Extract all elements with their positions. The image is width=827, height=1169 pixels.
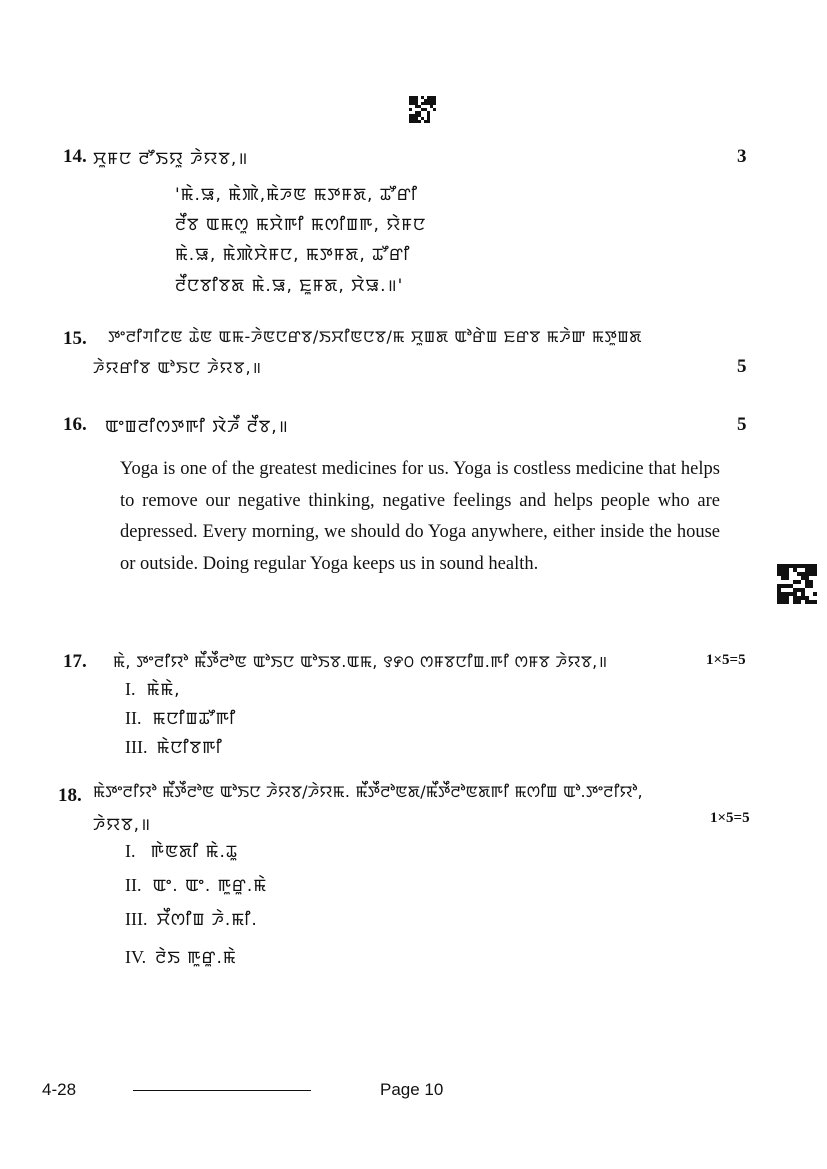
poem-line-1: 'ꯃꯥ.ꯎ, ꯃꯥꯄꯥ,ꯃꯥꯍꯟ ꯃꯇꯝꯗ, ꯊꯧꯔꯤ	[175, 185, 419, 205]
option-numeral: II.	[125, 875, 142, 895]
option-text: ꯑꯦ. ꯑꯦ. ꯒꯨꯔꯨ.ꯃꯥ	[152, 876, 268, 896]
q18-marks: 1×5=5	[710, 810, 750, 826]
q17-option	[125, 707, 236, 736]
q18-option	[125, 874, 267, 908]
q14-prompt: ꯆꯨꯝꯅ ꯂꯧꯏꯌꯨ ꯍꯥꯌꯕ,॥	[93, 149, 249, 169]
option-numeral: IV.	[125, 947, 147, 967]
q15-marks: 5	[737, 356, 747, 377]
poem-line-4: ꯂꯩꯅꯕꯤꯕꯗ ꯃꯥ.ꯎ, ꯐꯨꯝꯗ, ꯆꯥꯎ.॥'	[175, 276, 404, 296]
q18-option	[125, 908, 267, 946]
q16-prompt: ꯑꯦꯡꯂꯤꯁꯇꯒꯤ ꯋꯥꯍꯩ ꯂꯩꯕ,॥	[105, 417, 289, 437]
option-numeral: II.	[125, 708, 142, 728]
q18-number: 18.	[58, 785, 82, 806]
q15-number: 15.	[63, 328, 87, 349]
q17-option	[125, 678, 236, 707]
qr-code-side	[777, 564, 817, 604]
footer-code: 4-28	[42, 1080, 77, 1099]
q17-options	[125, 678, 236, 765]
q15-line1: ꯇꯦꯂꯤꯚꯤꯖꯟ ꯊꯥꯟ ꯑꯃ-ꯍꯥꯟꯅꯔꯕ/ꯏꯆꯤꯟꯅꯕ/ꯃ ꯆꯨꯡꯗ ꯑꯣꯔꯥꯡ ꯐꯔꯕ ꯃꯍꯥꯛ ꯃꯇꯨꯡꯗ	[108, 327, 643, 346]
q15-line2: ꯍꯥꯌꯔꯤꯕ ꯑꯣꯏꯅ ꯍꯥꯌꯕ,॥	[93, 358, 263, 377]
q18-option	[125, 840, 267, 874]
option-text: ꯂꯥꯏ ꯒꯨꯔꯨ.ꯃꯥ	[155, 948, 237, 968]
option-text: ꯃꯥꯃꯥ,	[146, 680, 181, 700]
option-text: ꯆꯩꯁꯤꯡ ꯍꯥ.ꯃꯤ.	[156, 910, 258, 930]
poem-line-3: ꯃꯥ.ꯎ, ꯃꯥꯄꯥꯆꯥꯝꯅ, ꯃꯇꯝꯗ, ꯊꯧꯔꯤ	[175, 245, 411, 265]
option-text: ꯒꯥꯟꯗꯤ ꯃꯥ.ꯊꯨ	[150, 842, 238, 862]
option-text: ꯃꯥꯅꯤꯕꯒꯤ	[156, 738, 223, 758]
q18-line1: ꯃꯥꯇꯦꯂꯤꯌꯣ ꯃꯩꯇꯩꯂꯣꯟ ꯑꯣꯏꯅ ꯍꯥꯌꯕ/ꯍꯥꯌꯃ. ꯃꯩꯇꯩꯂꯣꯟꯗ/ꯃꯩꯇꯩꯂꯣꯟꯗꯒꯤ ꯃꯁꯤꯡ ꯑꯣ.ꯇꯦꯂꯤꯌꯣ,	[93, 782, 643, 801]
q18-options	[125, 840, 267, 980]
q17-number: 17.	[63, 651, 87, 672]
q16-passage: Yoga is one of the greatest medicines for us. Yoga is costless medicine that helps to remove our negative thinking, negative feelings and helps people who are depressed. Every morning, we should do Yoga anywhere, either inside the house or outside. Doing regular Yoga keeps us in sound health.	[120, 459, 720, 574]
q17-prompt: ꯃꯥ, ꯇꯦꯂꯤꯌꯣ ꯃꯩꯇꯩꯂꯣꯟ ꯑꯣꯏꯅ ꯑꯣꯏꯕ.ꯑꯃ, ꯱꯸꯰ ꯁꯝꯕꯅꯤꯡ.ꯒꯤ ꯁꯝꯕ ꯍꯥꯌꯕ,॥	[113, 652, 608, 671]
q16-number: 16.	[63, 414, 87, 435]
option-numeral: I.	[125, 841, 136, 861]
option-numeral: III.	[125, 909, 148, 929]
q14-marks: 3	[737, 146, 747, 167]
q14-number: 14.	[63, 146, 87, 167]
q16-marks: 5	[737, 414, 747, 435]
option-text: ꯃꯅꯤꯡꯊꯧꯒꯤ	[152, 709, 237, 729]
poem-line-2: ꯂꯩꯕ ꯑꯃꯁꯨ ꯃꯆꯥꯒꯤ ꯃꯁꯤꯡꯒ, ꯌꯥꯝꯅ	[175, 215, 427, 235]
page-number: Page 10	[380, 1080, 444, 1099]
q17-option	[125, 736, 236, 765]
option-numeral: I.	[125, 679, 136, 699]
qr-code-top	[409, 96, 436, 123]
q17-marks: 1×5=5	[706, 652, 746, 668]
option-numeral: III.	[125, 737, 148, 757]
q18-option	[125, 946, 267, 980]
q14-poem	[175, 183, 426, 303]
q18-line2: ꯍꯥꯌꯕ,॥	[93, 815, 152, 835]
footer-rule	[133, 1090, 311, 1091]
